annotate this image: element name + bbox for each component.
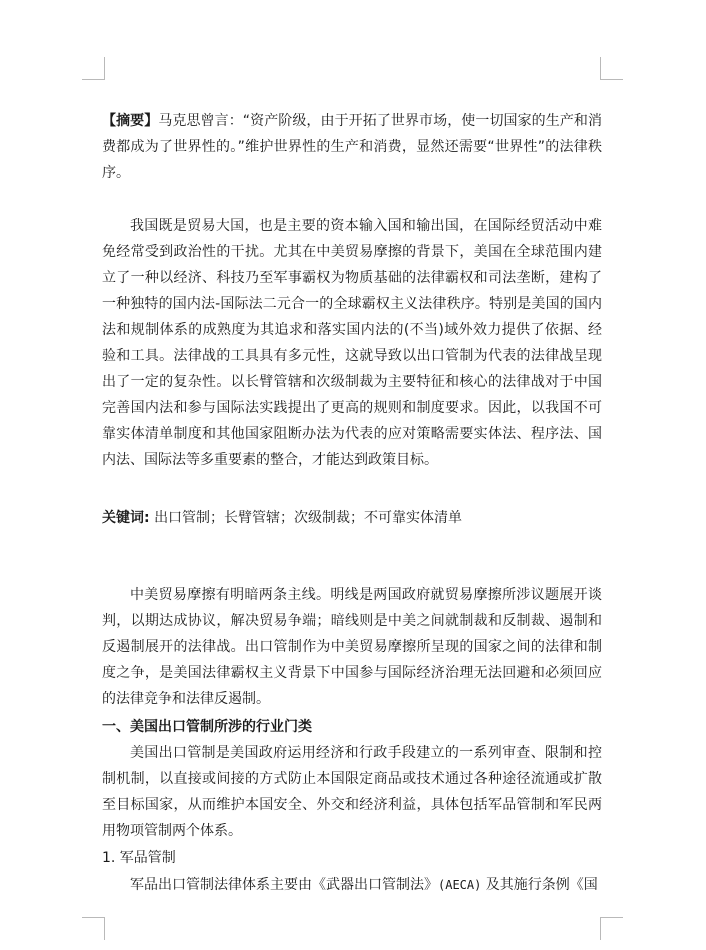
crop-mark-top-left [82,57,105,80]
abstract-paragraph [102,108,602,186]
abstract-label: 【摘要】 [102,113,159,129]
crop-mark-top-right [600,57,623,80]
subsection-text-before: 军品出口管制法律体系主要由《武器出口管制法》 [130,877,438,893]
subsection-paragraph [102,872,602,898]
section-paragraph: 美国出口管制是美国政府运用经济和行政手段建立的一系列审查、限制和控制机制，以直接或间接的方式防止本国限定商品或技术通过各种途径流通或扩散至目标国家，从而维护本国安全、外交和经济利益，具体包括军品管制和军民两用物项管制两个体系。 [102,745,602,839]
crop-mark-bottom-right [600,917,623,940]
subsection-text-after: 及其施行条例《国 [481,877,598,893]
keywords-label: 关键词: [102,510,150,526]
section-heading: 一、美国出口管制所涉的行业门类 [102,719,312,735]
abstract-body-paragraph: 我国既是贸易大国，也是主要的资本输入国和输出国，在国际经贸活动中难免经常受到政治性的干扰。尤其在中美贸易摩擦的背景下，美国在全球范围内建立了一种以经济、科技乃至军事霸权为物质基础的法律霸权和司法垄断，建构了一种独特的国内法-国际法二元合一的全球霸权主义法律秩序。特别是美国的国内法和规制体系的成熟度为其追求和落实国内法的(不当)域外效力提供了依据、经验和工具。法律战的工具具有多元性，这就导致以出口管制为代表的法律战呈现出了一定的复杂性。以长臂管辖和次级制裁为主要特征和核心的法律战对于中国完善国内法和参与国际法实践提出了更高的规则和制度要求。因此，以我国不可靠实体清单制度和其他国家阻断办法为代表的应对策略需要实体法、程序法、国内法、国际法等多重要素的整合，才能达到政策目标。 [102,218,602,468]
keywords-line [102,505,602,531]
abstract-text: 马克思曾言：“资产阶级，由于开拓了世界市场，使一切国家的生产和消费都成为了世界性的。”维护世界性的生产和消费，显然还需要“世界性”的法律秩序。 [102,113,602,181]
crop-mark-bottom-left [82,917,105,940]
subsection-heading: 1. 军品管制 [102,850,176,866]
keywords-text: 出口管制；长臂管辖；次级制裁；不可靠实体清单 [154,510,463,526]
intro-paragraph: 中美贸易摩擦有明暗两条主线。明线是两国政府就贸易摩擦所涉议题展开谈判，以期达成协议，解决贸易争端；暗线则是中美之间就制裁和反制裁、遏制和反遏制展开的法律战。出口管制作为中美贸易摩擦所呈现的国家之间的法律和制度之争，是美国法律霸权主义背景下中国参与国际经济治理无法回避和必须回应的法律竞争和法律反遏制。 [102,587,602,707]
aeca-acronym: (AECA) [438,878,482,892]
